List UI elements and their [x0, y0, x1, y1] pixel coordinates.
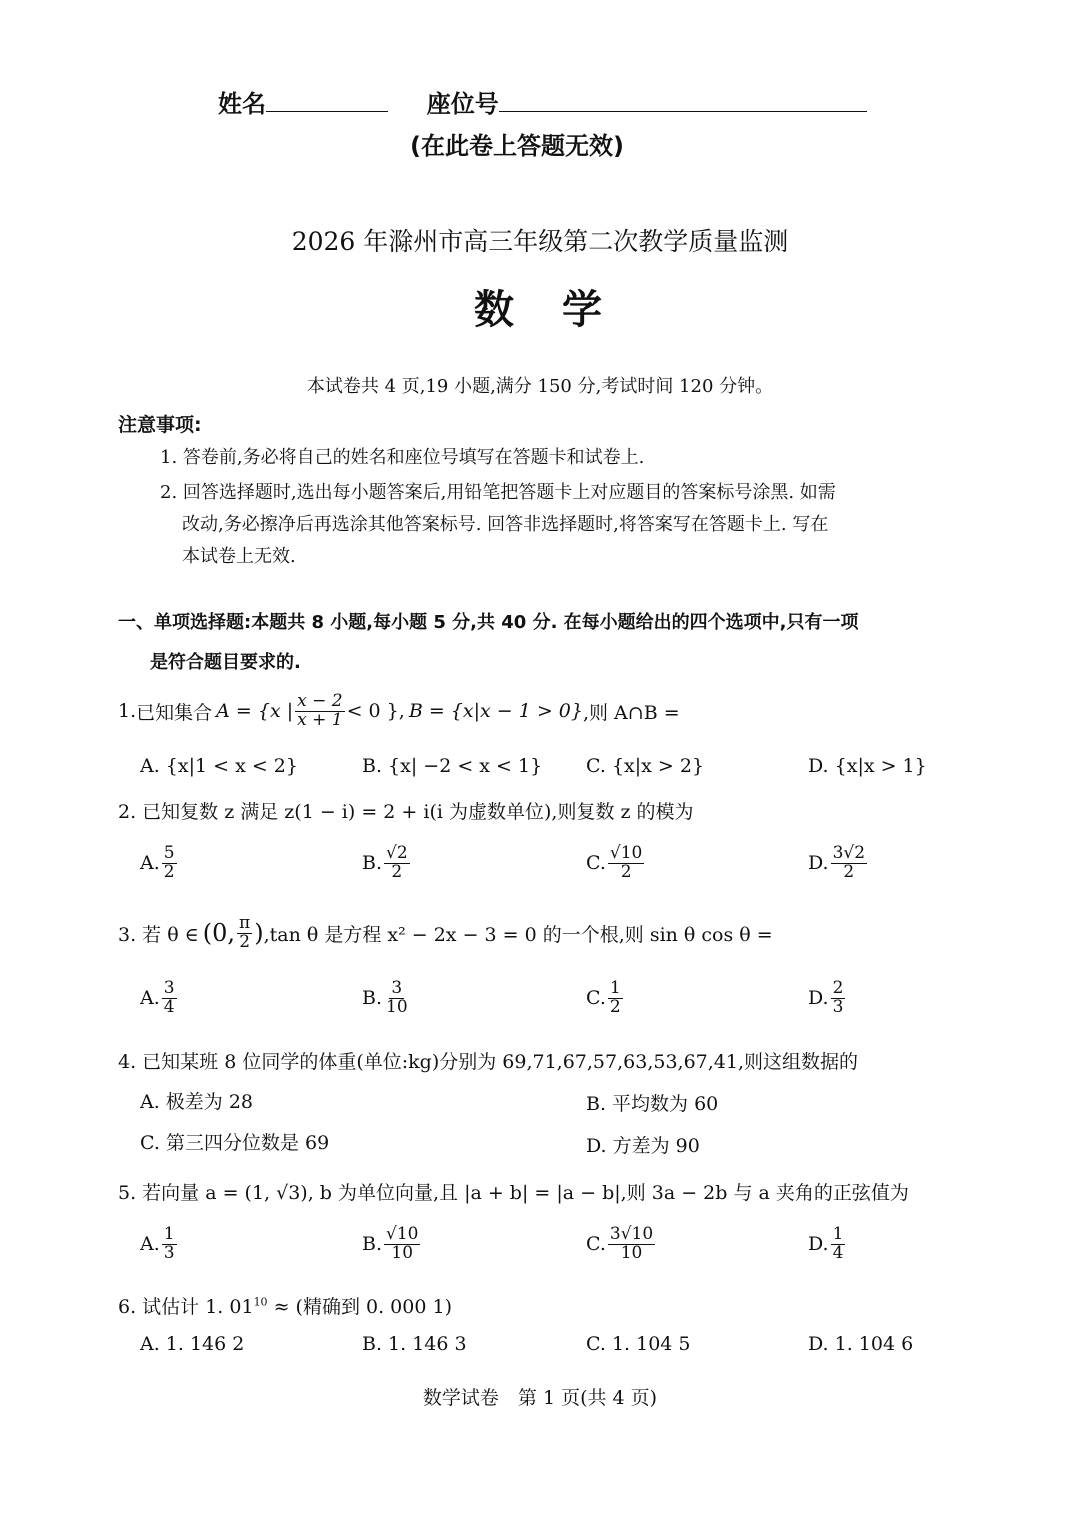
- question-2-option-c-fraction: [608, 845, 644, 882]
- question-1-option-d[interactable]: D. {x|x > 1}: [808, 755, 927, 777]
- question-4-option-b[interactable]: B. 平均数为 60: [586, 1093, 719, 1115]
- question-1-set-a-lhs: A = {x |: [216, 700, 294, 723]
- question-1-number: 1.: [118, 700, 137, 723]
- question-2-text: 2. 已知复数 z 满足 z(1 − i) = 2 + i(i 为虚数单位),则复数 z 的模为: [118, 801, 694, 823]
- question-3-pi-numerator: π: [239, 913, 251, 933]
- question-6-text-pre: 6. 试估计 1. 01: [118, 1296, 254, 1318]
- question-3-option-d-denominator: 3: [832, 996, 844, 1017]
- question-4-option-d[interactable]: D. 方差为 90: [586, 1135, 700, 1157]
- question-3-option-d-label: D.: [808, 987, 829, 1010]
- question-3-option-a-label: A.: [140, 987, 160, 1010]
- question-3-option-c-label: C.: [586, 987, 606, 1010]
- question-2-option-d-numerator: 3√2: [832, 843, 866, 863]
- question-3-option-b[interactable]: [362, 980, 412, 1017]
- question-3-option-c[interactable]: [586, 980, 625, 1017]
- question-6-option-a[interactable]: A. 1. 146 2: [140, 1333, 245, 1355]
- question-6-text-post: ≈ (精确到 0. 000 1): [267, 1296, 452, 1318]
- question-5-option-a-label: A.: [140, 1233, 160, 1256]
- question-5-option-b-numerator: √10: [386, 1224, 419, 1244]
- question-1-fraction-numerator: x − 2: [297, 691, 343, 711]
- notes-item-2-line-2: 改动,务必擦净后再选涂其他答案标号. 回答非选择题时,将答案写在答题卡上. 写在: [182, 514, 829, 535]
- question-4-option-c[interactable]: C. 第三四分位数是 69: [140, 1132, 330, 1154]
- question-2-option-c-denominator: 2: [620, 861, 632, 882]
- question-5-option-c-label: C.: [586, 1233, 606, 1256]
- question-4-option-a[interactable]: A. 极差为 28: [140, 1091, 254, 1113]
- invalid-note: (在此卷上答题无效): [410, 132, 624, 160]
- question-1-fraction: [295, 693, 344, 730]
- question-2-option-d-denominator: 2: [843, 861, 855, 882]
- question-2-option-c-numerator: √10: [609, 843, 643, 863]
- question-1-set-a-rhs: < 0 },: [346, 700, 405, 723]
- question-1-set-b: B = {x|x − 1 > 0}: [408, 700, 583, 723]
- notes-heading: 注意事项:: [118, 414, 202, 436]
- question-2-option-b[interactable]: [362, 845, 412, 882]
- question-3-option-c-fraction: [608, 980, 623, 1017]
- question-1-text-post: ,则 A∩B =: [582, 701, 680, 724]
- question-3-text-post: ,tan θ 是方程 x² − 2x − 3 = 0 的一个根,则 sin θ cos θ =: [263, 923, 773, 946]
- name-blank: [266, 89, 388, 112]
- name-field-group: [218, 84, 867, 119]
- question-6: [118, 1292, 452, 1319]
- question-3-interval-open: (0,: [202, 919, 236, 948]
- question-5-option-a-denominator: 3: [163, 1242, 175, 1263]
- question-2-option-b-label: B.: [362, 852, 383, 875]
- notes-item-2-line-1: 2. 回答选择题时,选出每小题答案后,用铅笔把答题卡上对应题目的答案标号涂黑. 如需: [160, 482, 836, 503]
- question-2-option-b-numerator: √2: [386, 843, 408, 863]
- question-6-option-d[interactable]: D. 1. 104 6: [808, 1333, 914, 1355]
- question-3-option-a-denominator: 4: [163, 996, 175, 1017]
- question-3-option-d-numerator: 2: [832, 978, 844, 998]
- question-3-pi-fraction: [237, 915, 252, 952]
- question-3-option-b-fraction: [384, 980, 410, 1017]
- question-3-interval-close: ): [254, 919, 264, 948]
- question-1-option-a[interactable]: A. {x|1 < x < 2}: [140, 755, 298, 777]
- question-2-option-c[interactable]: [586, 845, 646, 882]
- question-6-option-b[interactable]: B. 1. 146 3: [362, 1333, 467, 1355]
- question-3-option-d-fraction: [831, 980, 846, 1017]
- exam-summary: 本试卷共 4 页,19 小题,满分 150 分,考试时间 120 分钟。: [306, 376, 774, 397]
- question-5-option-c[interactable]: [586, 1226, 657, 1263]
- question-2-option-d-fraction: [831, 845, 867, 882]
- question-5-option-b-denominator: 10: [391, 1242, 414, 1263]
- question-5-option-b-fraction: [384, 1226, 420, 1263]
- question-2-option-a-fraction: [162, 845, 177, 882]
- question-2-option-a[interactable]: [140, 845, 179, 882]
- question-1-fraction-denominator: x + 1: [297, 709, 343, 730]
- question-3-text-pre: 3. 若 θ ∈: [118, 923, 199, 946]
- question-5-option-d-numerator: 1: [832, 1224, 844, 1244]
- question-5-option-a-numerator: 1: [163, 1224, 175, 1244]
- question-6-exponent: 10: [253, 1295, 268, 1309]
- question-5-option-c-numerator: 3√10: [609, 1224, 654, 1244]
- page-footer: 数学试卷 第 1 页(共 4 页): [422, 1387, 658, 1409]
- question-5-option-b-label: B.: [362, 1233, 383, 1256]
- question-1-option-b[interactable]: B. {x| −2 < x < 1}: [362, 755, 543, 777]
- question-1-text-pre: 已知集合: [136, 701, 213, 724]
- question-5-option-c-denominator: 10: [620, 1242, 643, 1263]
- question-2-option-a-denominator: 2: [163, 861, 175, 882]
- question-5-option-c-fraction: [608, 1226, 655, 1263]
- question-2-option-c-label: C.: [586, 852, 606, 875]
- question-4-text: 4. 已知某班 8 位同学的体重(单位:kg)分别为 69,71,67,57,63,53,67,41,则这组数据的: [118, 1051, 859, 1073]
- question-3-option-c-numerator: 1: [609, 978, 621, 998]
- question-5-option-b[interactable]: [362, 1226, 422, 1263]
- question-5-option-d-denominator: 4: [832, 1242, 844, 1263]
- question-1-option-c[interactable]: C. {x|x > 2}: [586, 755, 705, 777]
- question-2-option-b-denominator: 2: [391, 861, 403, 882]
- name-label: 姓名: [218, 90, 266, 118]
- section-1-heading-line-1: 一、单项选择题:本题共 8 小题,每小题 5 分,共 40 分. 在每小题给出的四个选项中,只有一项: [118, 612, 859, 633]
- question-5-text: 5. 若向量 a = (1, √3), b 为单位向量,且 |a + b| = |a − b|,则 3a − 2b 与 a 夹角的正弦值为: [118, 1182, 909, 1204]
- question-5-option-d-fraction: [831, 1226, 846, 1263]
- question-3: [118, 915, 773, 952]
- question-3-pi-denominator: 2: [239, 931, 251, 952]
- question-5-option-d[interactable]: [808, 1226, 847, 1263]
- question-3-option-a[interactable]: [140, 980, 179, 1017]
- seat-blank: [499, 89, 867, 112]
- question-5-option-d-label: D.: [808, 1233, 829, 1256]
- question-2-option-a-label: A.: [140, 852, 160, 875]
- notes-item-1: 1. 答卷前,务必将自己的姓名和座位号填写在答题卡和试卷上.: [160, 447, 645, 468]
- question-3-option-a-numerator: 3: [163, 978, 175, 998]
- question-1: [118, 693, 680, 730]
- question-2-option-a-numerator: 5: [163, 843, 175, 863]
- question-6-option-c[interactable]: C. 1. 104 5: [586, 1333, 691, 1355]
- question-2-option-d-label: D.: [808, 852, 829, 875]
- question-2-option-d[interactable]: [808, 845, 869, 882]
- subject-title: 数 学: [474, 287, 606, 333]
- question-2-option-b-fraction: [384, 845, 410, 882]
- question-3-option-a-fraction: [162, 980, 177, 1017]
- exam-title: 2026 年滁州市高三年级第二次教学质量监测: [291, 227, 789, 256]
- question-3-option-b-denominator: 10: [386, 996, 408, 1017]
- question-3-option-c-denominator: 2: [609, 996, 621, 1017]
- seat-label: 座位号: [426, 90, 499, 118]
- question-3-option-b-label: B.: [362, 987, 383, 1010]
- question-3-option-b-numerator: 3: [391, 978, 403, 998]
- question-5-option-a-fraction: [162, 1226, 177, 1263]
- notes-item-2-line-3: 本试卷上无效.: [182, 546, 296, 567]
- question-3-option-d[interactable]: [808, 980, 847, 1017]
- question-5-option-a[interactable]: [140, 1226, 179, 1263]
- section-1-heading-line-2: 是符合题目要求的.: [150, 652, 301, 673]
